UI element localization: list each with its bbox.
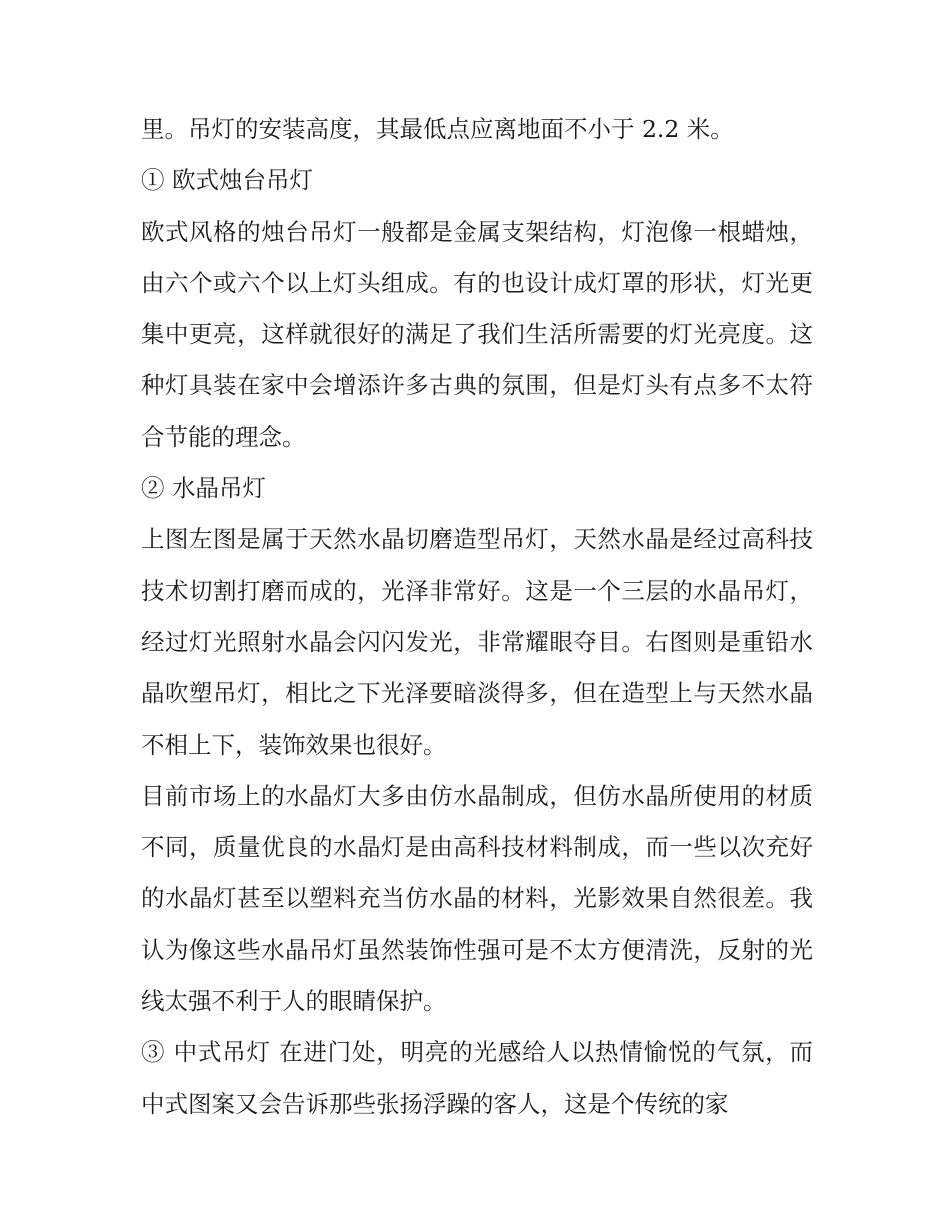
paragraph-crystal-chandelier: 上图左图是属于天然水晶切磨造型吊灯，天然水晶是经过高科技技术切割打磨而成的，光泽非常好。这是一个三层的水晶吊灯，经过灯光照射水晶会闪闪发光，非常耀眼夺目。右图则是重铅水晶吹塑吊灯，相比之下光泽要暗淡得多，但在造型上与天然水晶不相上下，装饰效果也很好。	[141, 525, 813, 759]
document-body	[141, 104, 813, 1130]
paragraph-imitation-crystal: 目前市场上的水晶灯大多由仿水晶制成，但仿水晶所使用的材质不同，质量优良的水晶灯是由高科技材料制成，而一些以次充好的水晶灯甚至以塑料充当仿水晶的材料，光影效果自然很差。我认为像这些水晶吊灯虽然装饰性强可是不太方便清洗，反射的光线太强不利于人的眼睛保护。	[141, 781, 813, 1016]
section-heading-european-candle-chandelier: ① 欧式烛台吊灯	[141, 166, 313, 195]
paragraph-chinese-chandelier: ③ 中式吊灯 在进门处，明亮的光感给人以热情愉悦的气氛，而中式图案又会告诉那些张扬浮躁的客人，这是个传统的家	[141, 1038, 813, 1118]
paragraph-install-height: 里。吊灯的安装高度，其最低点应离地面不小于 2.2 米。	[141, 115, 734, 143]
section-heading-crystal-chandelier: ② 水晶吊灯	[141, 474, 266, 503]
paragraph-european-candle-chandelier: 欧式风格的烛台吊灯一般都是金属支架结构，灯泡像一根蜡烛，由六个或六个以上灯头组成。有的也设计成灯罩的形状，灯光更集中更亮，这样就很好的满足了我们生活所需要的灯光亮度。这种灯具装在家中会增添许多古典的氛围，但是灯头有点多不太符合节能的理念。	[141, 217, 813, 451]
